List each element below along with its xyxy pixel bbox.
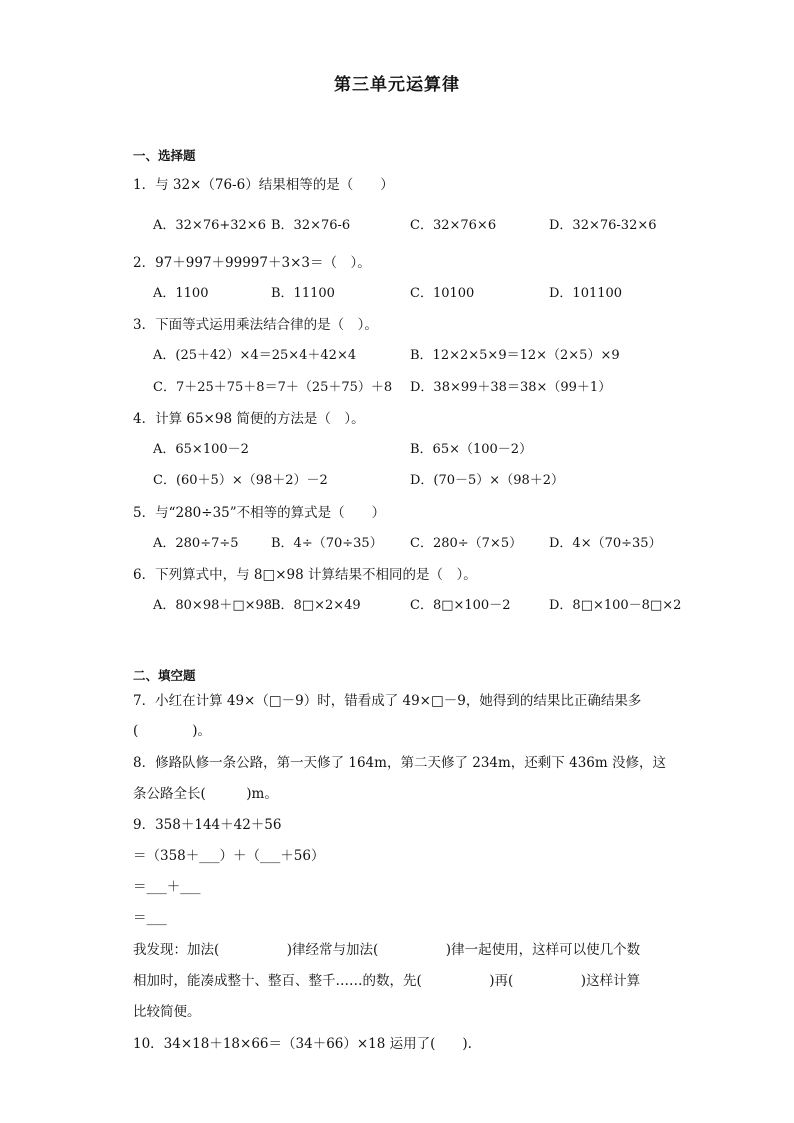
section-heading-choice: 一、选择题 — [133, 148, 196, 163]
question-8-line-1: 8．修路队修一条公路，第一天修了 164m，第二天修了 234m，还剩下 436m 没修，这 — [133, 755, 666, 771]
question-9-line-6: 相加时，能凑成整十、整百、整千……的数，先( )再( )这样计算 — [133, 973, 641, 989]
q5-option-a: A．280÷7÷5 — [153, 536, 239, 551]
q1-option-b: B．32×76-6 — [271, 218, 351, 233]
q6-option-d: D．8□×100－8□×2 — [549, 598, 682, 613]
q6-option-a: A．80×98＋□×98 — [153, 598, 273, 613]
q3-option-c: C．7＋25＋75＋8＝7＋（25＋75）＋8 — [153, 380, 393, 395]
q1-option-a: A．32×76+32×6 — [153, 218, 266, 233]
question-9-line-1: 9．358＋144＋42＋56 — [133, 817, 282, 833]
section-heading-fill: 二、填空题 — [133, 668, 196, 683]
q6-option-c: C．8□×100－2 — [410, 598, 511, 613]
q4-option-b: B．65×（100－2） — [410, 442, 533, 457]
q4-option-a: A．65×100－2 — [153, 442, 249, 457]
q5-option-c: C．280÷（7×5） — [410, 536, 523, 551]
question-7-line-2: ( )。 — [133, 723, 212, 739]
q1-option-c: C．32×76×6 — [410, 218, 497, 233]
question-4-stem: 4．计算 65×98 简便的方法是（ ）。 — [133, 411, 365, 427]
q3-option-a: A．(25＋42）×4＝25×4＋42×4 — [153, 348, 357, 363]
q5-option-d: D．4×（70÷35） — [549, 536, 662, 551]
q2-option-a: A．1100 — [153, 286, 209, 301]
question-9-line-2: ＝（358＋___）＋（___＋56） — [133, 848, 325, 864]
question-10-stem: 10．34×18＋18×66＝（34＋66）×18 运用了( ). — [133, 1036, 472, 1052]
q3-option-d: D．38×99＋38＝38×（99＋1） — [410, 380, 612, 395]
q2-option-c: C．10100 — [410, 286, 475, 301]
q5-option-b: B．4÷（70÷35） — [271, 536, 383, 551]
question-7-line-1: 7．小红在计算 49×（□－9）时，错看成了 49×□－9，她得到的结果比正确结果多 — [133, 693, 642, 709]
question-1-stem: 1．与 32×（76-6）结果相等的是（ ） — [133, 177, 394, 193]
q6-option-b: B．8□×2×49 — [271, 598, 361, 613]
question-6-stem: 6．下列算式中，与 8□×98 计算结果不相同的是（ ）。 — [133, 567, 477, 583]
q4-option-c: C．(60＋5）×（98＋2）－2 — [153, 473, 328, 488]
q1-option-d: D．32×76-32×6 — [549, 218, 657, 233]
q2-option-b: B．11100 — [271, 286, 335, 301]
q2-option-d: D．101100 — [549, 286, 623, 301]
page-title: 第三单元运算律 — [334, 75, 460, 95]
q3-option-b: B．12×2×5×9＝12×（2×5）×9 — [410, 348, 620, 363]
question-5-stem: 5．与“280÷35”不相等的算式是（ ） — [133, 505, 386, 521]
question-9-line-3: ＝___＋___ — [133, 879, 201, 895]
question-9-line-4: ＝___ — [133, 910, 167, 926]
question-8-line-2: 条公路全长( )m。 — [133, 786, 278, 802]
question-9-line-7: 比较简便。 — [133, 1004, 201, 1020]
question-9-line-5: 我发现：加法( )律经常与加法( )律一起使用，这样可以使几个数 — [133, 942, 641, 958]
question-2-stem: 2．97＋997＋99997＋3×3＝（ ）。 — [133, 255, 371, 271]
question-3-stem: 3．下面等式运用乘法结合律的是（ ）。 — [133, 317, 378, 333]
q4-option-d: D．(70－5）×（98＋2） — [410, 473, 565, 488]
